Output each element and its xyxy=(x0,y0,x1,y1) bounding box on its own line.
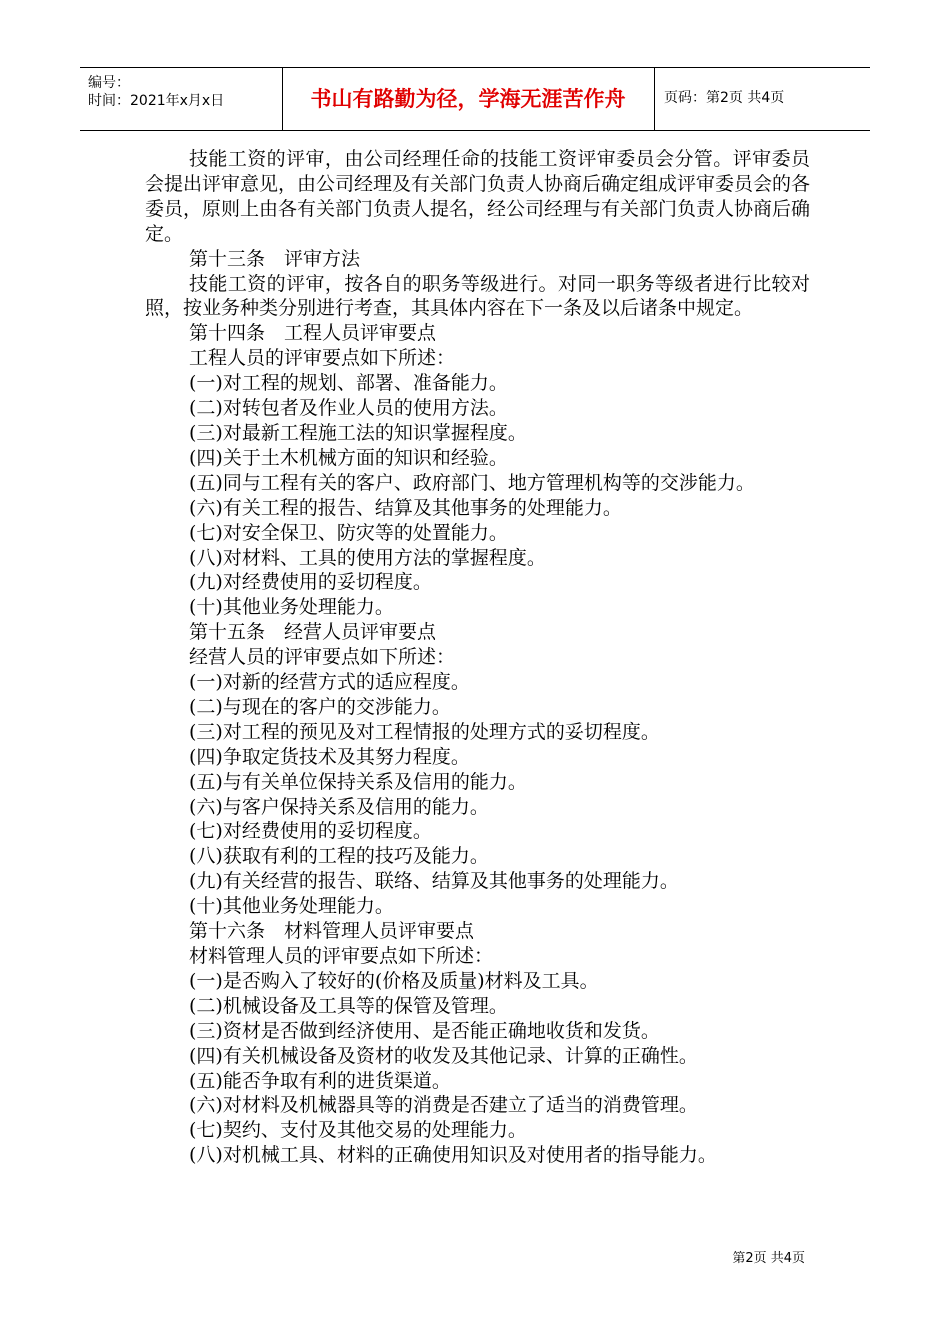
list-item: (三)对最新工程施工法的知识掌握程度。 xyxy=(189,421,527,444)
article-13-text: 技能工资的评审，按各自的职务等级进行。对同一职务等级者进行比较对照，按业务种类分别进行考查，其具体内容在下一条及以后诸条中规定。 xyxy=(145,272,810,320)
list-item: (五)能否争取有利的进货渠道。 xyxy=(189,1069,451,1092)
header-motto: 书山有路勤为径，学海无涯苦作舟 xyxy=(310,87,626,111)
list-item: (九)有关经营的报告、联络、结算及其他事务的处理能力。 xyxy=(189,870,679,893)
list-item: (一)对新的经营方式的适应程度。 xyxy=(189,671,470,694)
article-16-intro: 材料管理人员的评审要点如下所述： xyxy=(189,945,494,967)
document-time-label: 时间：2021年x月x日 xyxy=(88,93,225,109)
list-item: (八)获取有利的工程的技巧及能力。 xyxy=(189,845,489,868)
list-item: (二)机械设备及工具等的保管及管理。 xyxy=(189,994,508,1017)
list-item: (四)关于土木机械方面的知识和经验。 xyxy=(189,446,508,469)
article-14-intro: 工程人员的评审要点如下所述： xyxy=(189,347,456,370)
list-item: (五)与有关单位保持关系及信用的能力。 xyxy=(189,770,527,793)
header-meta-cell xyxy=(80,68,283,130)
list-item: (一)是否购入了较好的(价格及质量)材料及工具。 xyxy=(189,969,599,992)
list-item: (八)对机械工具、材料的正确使用知识及对使用者的指导能力。 xyxy=(189,1144,717,1167)
list-item: (六)与客户保持关系及信用的能力。 xyxy=(189,795,489,818)
list-item: (八)对材料、工具的使用方法的掌握程度。 xyxy=(189,546,546,569)
list-item: (六)有关工程的报告、结算及其他事务的处理能力。 xyxy=(189,496,622,519)
list-item: (一)对工程的规划、部署、准备能力。 xyxy=(189,372,508,395)
document-body xyxy=(145,147,810,1168)
article-13-title: 第十三条 评审方法 xyxy=(189,247,361,270)
list-item: (四)争取定货技术及其努力程度。 xyxy=(189,745,470,768)
header-page-cell xyxy=(654,68,870,130)
intro-paragraph: 技能工资的评审，由公司经理任命的技能工资评审委员会分管。评审委员会提出评审意见，由公司经理及有关部门负责人协商后确定组成评审委员会的各委员，原则上由各有关部门负责人提名，经公司经理与有关部门负责人协商后确定。 xyxy=(145,148,811,245)
list-item: (十)其他业务处理能力。 xyxy=(189,895,394,918)
list-item: (七)契约、支付及其他交易的处理能力。 xyxy=(189,1119,527,1142)
article-15-title: 第十五条 经营人员评审要点 xyxy=(189,621,437,644)
list-item: (七)对安全保卫、防灾等的处置能力。 xyxy=(189,521,508,544)
header-page-code: 页码：第2页 共4页 xyxy=(664,90,785,106)
list-item: (三)对工程的预见及对工程情报的处理方式的妥切程度。 xyxy=(189,720,660,743)
list-item: (十)其他业务处理能力。 xyxy=(189,596,394,619)
document-number-label: 编号： xyxy=(88,75,130,91)
list-item: (二)对转包者及作业人员的使用方法。 xyxy=(189,397,508,420)
article-15-intro: 经营人员的评审要点如下所述： xyxy=(189,646,456,669)
list-item: (三)资材是否做到经济使用、是否能正确地收货和发货。 xyxy=(189,1019,660,1042)
list-item: (二)与现在的客户的交涉能力。 xyxy=(189,695,451,718)
page-footer: 第2页 共4页 xyxy=(732,1251,805,1266)
page-header xyxy=(80,67,870,131)
list-item: (六)对材料及机械器具等的消费是否建立了适当的消费管理。 xyxy=(189,1094,698,1117)
list-item: (五)同与工程有关的客户、政府部门、地方管理机构等的交涉能力。 xyxy=(189,471,755,494)
article-14-title: 第十四条 工程人员评审要点 xyxy=(189,322,437,345)
list-item: (九)对经费使用的妥切程度。 xyxy=(189,571,432,594)
article-16-title: 第十六条 材料管理人员评审要点 xyxy=(189,920,475,943)
list-item: (七)对经费使用的妥切程度。 xyxy=(189,820,432,843)
header-motto-cell xyxy=(282,68,655,130)
list-item: (四)有关机械设备及资材的收发及其他记录、计算的正确性。 xyxy=(189,1044,698,1067)
